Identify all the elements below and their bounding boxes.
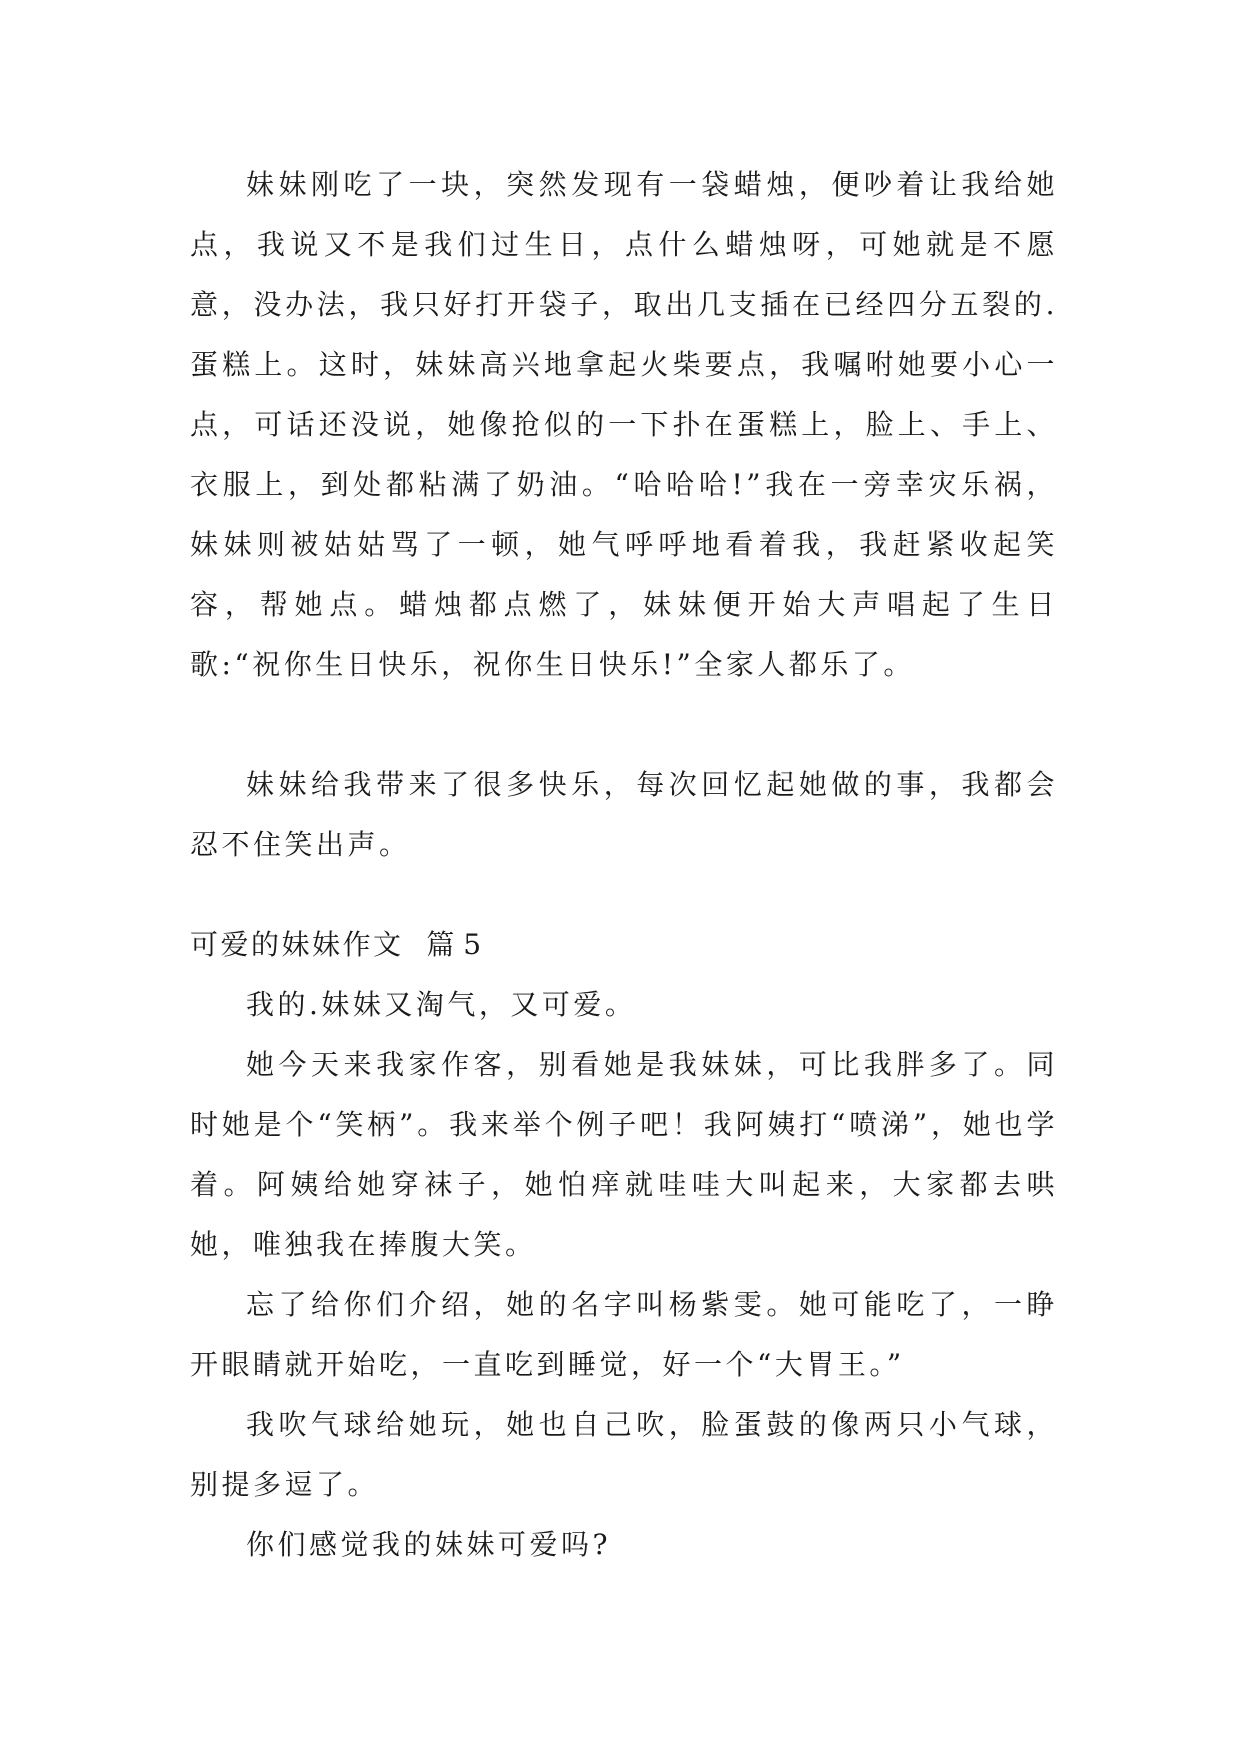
paragraph-visit: 她今天来我家作客，别看她是我妹妹，可比我胖多了。同时她是个“笑柄”。我来举个例子吧！我阿姨打“喷涕”，她也学着。阿姨给她穿袜子，她怕痒就哇哇大叫起来，大家都去哄她，唯独我在捧腹大笑。 (190, 1048, 1058, 1261)
paragraph-happiness: 妹妹给我带来了很多快乐，每次回忆起她做的事，我都会忍不住笑出声。 (190, 768, 1058, 861)
paragraph-intro: 我的.妹妹又淘气，又可爱。 (246, 988, 637, 1021)
section-heading (190, 915, 481, 975)
paragraph-balloon: 我吹气球给她玩，她也自己吹，脸蛋鼓的像两只小气球，别提多逗了。 (190, 1408, 1058, 1501)
section-label: 篇 5 (426, 928, 482, 961)
paragraph-question: 你们感觉我的妹妹可爱吗? (246, 1528, 612, 1561)
section-title: 可爱的妹妹作文 (190, 928, 404, 961)
paragraph-birthday-cake: 妹妹刚吃了一块，突然发现有一袋蜡烛，便吵着让我给她点，我说又不是我们过生日，点什么蜡烛呀，可她就是不愿意，没办法，我只好打开袋子，取出几支插在已经四分五裂的.蛋糕上。这时，妹妹高兴地拿起火柴要点，我嘱咐她要小心一点，可话还没说，她像抢似的一下扑在蛋糕上，脸上、手上、衣服上，到处都粘满了奶油。“哈哈哈!”我在一旁幸灾乐祸，妹妹则被姑姑骂了一顿，她气呼呼地看着我，我赶紧收起笑容，帮她点。蜡烛都点燃了，妹妹便开始大声唱起了生日歌:“祝你生日快乐，祝你生日快乐!”全家人都乐了。 (190, 168, 1058, 681)
paragraph-name: 忘了给你们介绍，她的名字叫杨紫雯。她可能吃了，一睁开眼睛就开始吃，一直吃到睡觉，好一个“大胃王。” (190, 1288, 1058, 1381)
